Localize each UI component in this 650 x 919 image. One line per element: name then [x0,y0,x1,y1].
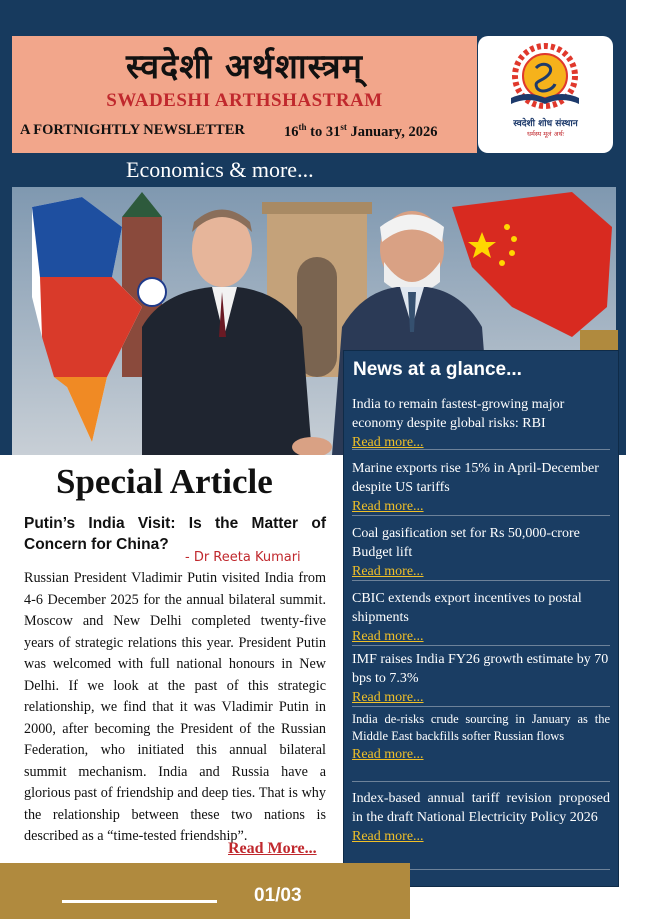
article-read-more-link[interactable]: Read More... [228,840,317,857]
logo-name: स्वदेशी शोध संस्थान [513,119,578,129]
tagline: Economics & more... [126,157,314,182]
news-title: India de-risks crude sourcing in January as the Middle East backfills softer Russian flows [352,712,610,743]
masthead [12,36,477,153]
issue-dates: 16th to 31st January, 2026 [284,122,438,140]
news-item [352,650,610,707]
hindi-title: स्वदेशी अर्थशास्त्रम् [126,47,363,87]
news-item [352,789,610,870]
news-item [352,459,610,516]
news-title: CBIC extends export incentives to postal shipments [352,591,582,625]
footer-divider [62,900,217,903]
section-title: Special Article [56,462,273,501]
english-title: SWADESHI ARTHSHASTRAM [106,90,383,111]
news-title: Index-based annual tariff revision proposed in the draft National Electricity Policy 2026 [352,791,610,825]
logo [478,36,613,153]
news-title: Marine exports rise 15% in April-December despite US tariffs [352,461,599,495]
news-read-more-link[interactable]: Read more... [352,829,424,844]
page-margin [626,0,650,919]
news-item [352,395,610,450]
news-read-more-link[interactable]: Read more... [352,690,424,705]
news-title: IMF raises India FY26 growth estimate by 70 bps to 7.3% [352,652,609,686]
news-read-more-link[interactable]: Read more... [352,629,424,644]
footer [0,863,410,919]
article-body: Russian President Vladimir Putin visited India from 4-6 December 2025 for the annual bilateral summit. Moscow and New Delhi completed twenty-five years of strategic relations this year. President Putin was welcomed with full national honours in New Delhi. If we look at the past of this strategic relationship, we find that it was Vladimir Putin in 2000, after becoming the President of the Russian Federation, who initiated this annual bilateral summit mechanism. India and Russia have a glorious past of friendship and deep ties. That is why the relationship between these two nations is described as a “time-tested friendship”. [24,570,326,844]
page-number: 01/03 [254,885,302,906]
news-item [352,711,610,782]
news-panel [343,350,619,887]
news-read-more-link[interactable]: Read more... [352,435,424,450]
news-read-more-link[interactable]: Read more... [352,747,424,762]
news-title: Coal gasification set for Rs 50,000-crore Budget lift [352,526,580,560]
article-title: Putin’s India Visit: Is the Matter of Concern for China? [24,515,326,553]
news-item [352,524,610,581]
newsletter-label: A FORTNIGHTLY NEWSLETTER [20,122,245,138]
logo-motto: धर्मस्य मूलं अर्थः [526,130,565,138]
article-author: - Dr Reeta Kumari [185,550,301,565]
news-read-more-link[interactable]: Read more... [352,499,424,514]
news-title: India to remain fastest-growing major economy despite global risks: RBI [352,397,565,431]
news-heading: News at a glance... [353,359,522,380]
news-item [352,589,610,646]
news-read-more-link[interactable]: Read more... [352,564,424,579]
logo-emblem-icon [478,36,613,116]
